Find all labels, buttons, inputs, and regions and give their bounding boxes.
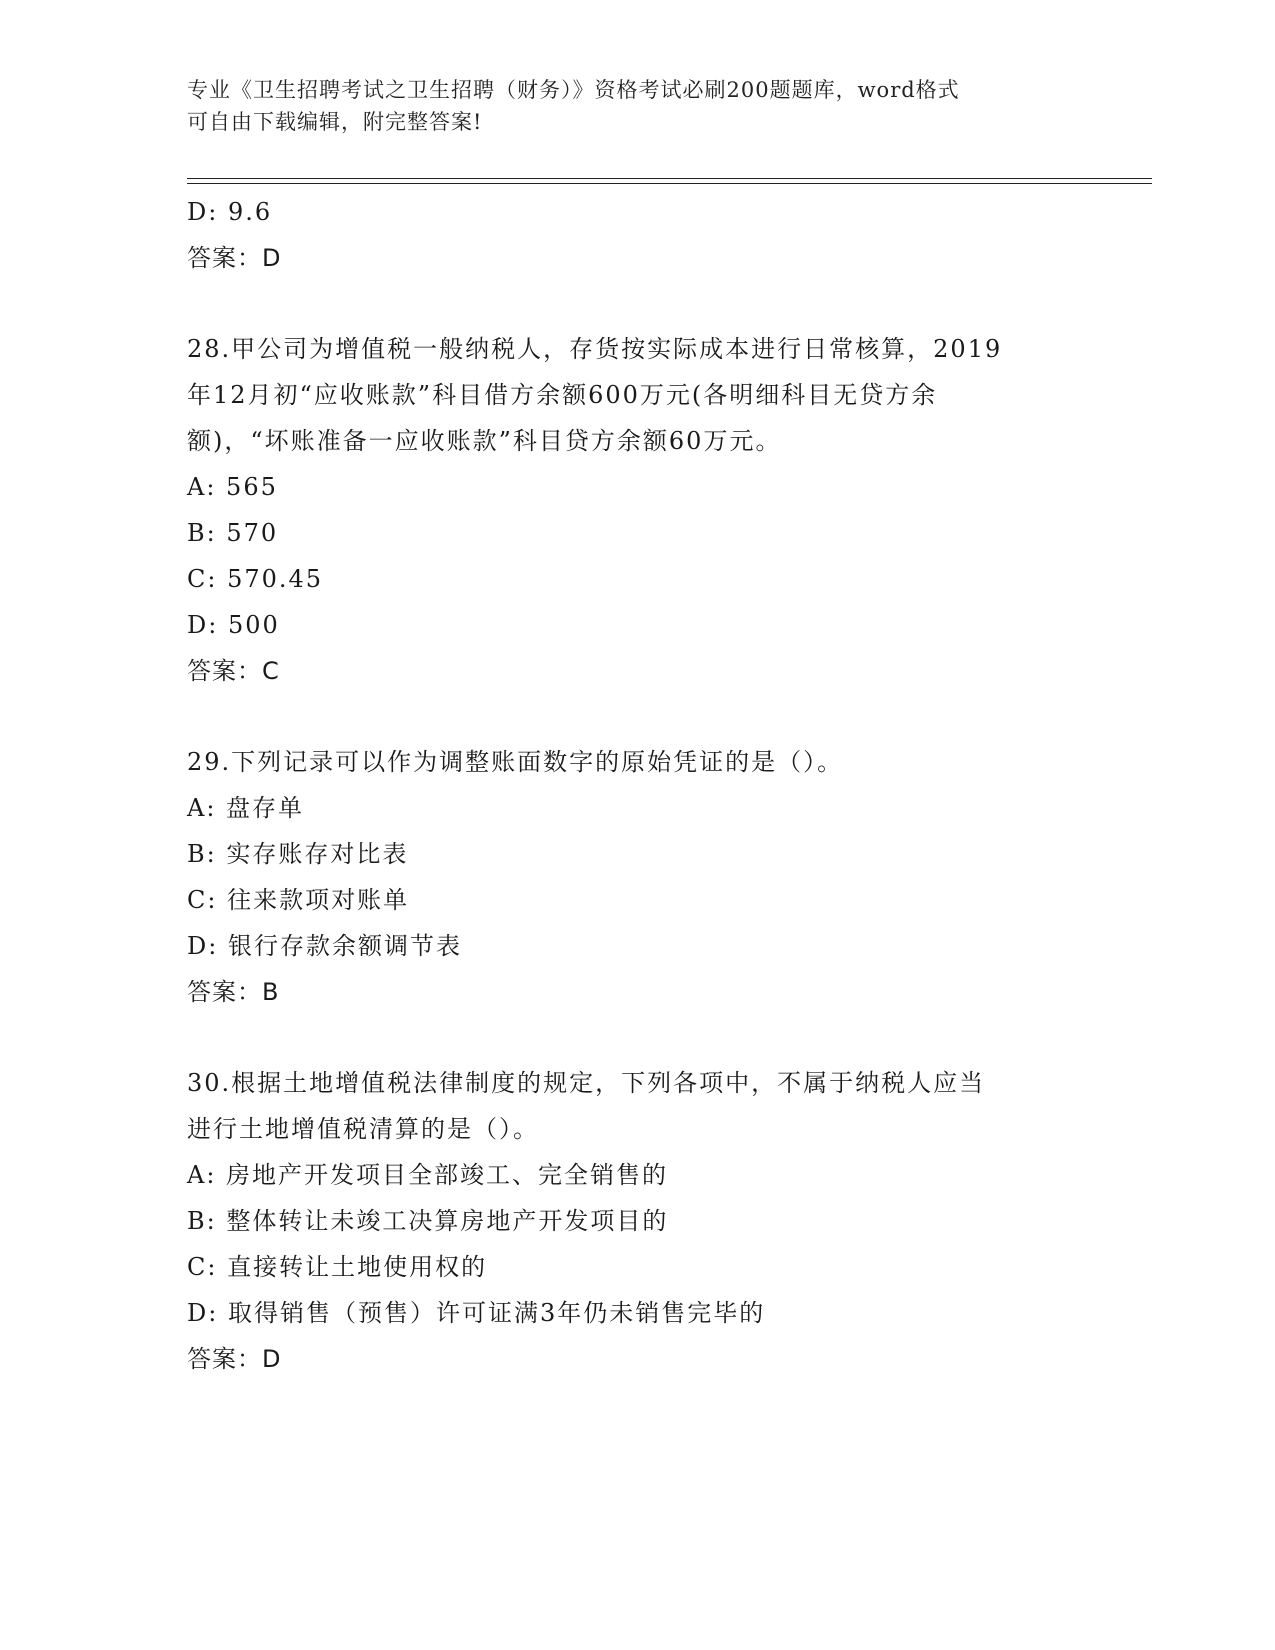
option-c: C: 往来款项对账单 <box>187 886 410 914</box>
answer-line: 答案：B <box>187 978 280 1006</box>
option-c: C: 直接转让土地使用权的 <box>187 1253 488 1281</box>
option-d: D: 银行存款余额调节表 <box>187 932 462 960</box>
question-text-line: 进行土地增值税清算的是（）。 <box>187 1115 539 1143</box>
option-a: A: 盘存单 <box>187 794 305 822</box>
option-b: B: 570 <box>187 519 279 547</box>
answer-line: 答案：D <box>187 1345 282 1373</box>
option-a: A: 房地产开发项目全部竣工、完全销售的 <box>187 1161 669 1189</box>
header-line-2: 可自由下载编辑，附完整答案! <box>187 110 483 134</box>
question-text-line: 28.甲公司为增值税一般纳税人，存货按实际成本进行日常核算，2019 <box>187 335 1003 363</box>
option-a: A: 565 <box>187 473 278 501</box>
answer-line: 答案：C <box>187 657 280 685</box>
question-content <box>187 189 1087 1382</box>
question-text-line: 年12月初“应收账款”科目借方余额600万元(各明细科目无贷方余 <box>187 381 938 409</box>
question-text-line: 30.根据土地增值税法律制度的规定，下列各项中，不属于纳税人应当 <box>187 1069 986 1097</box>
question-text-line: 29.下列记录可以作为调整账面数字的原始凭证的是（）。 <box>187 748 844 776</box>
header-rule-bottom <box>187 183 1152 184</box>
question-30 <box>187 1060 1087 1382</box>
question-28 <box>187 326 1087 694</box>
spacer <box>187 1015 1087 1060</box>
question-text-line: 额)，“坏账准备一应收账款”科目贷方余额60万元。 <box>187 427 782 455</box>
spacer <box>187 281 1087 326</box>
header-rule-top <box>187 178 1152 179</box>
answer-line: 答案：D <box>187 244 282 272</box>
header-line-1: 专业《卫生招聘考试之卫生招聘（财务）》资格考试必刷200题题库，word格式 <box>187 78 960 102</box>
option-d: D: 9.6 <box>187 198 273 226</box>
option-d: D: 500 <box>187 611 280 639</box>
option-b: B: 实存账存对比表 <box>187 840 409 868</box>
question-29 <box>187 739 1087 1015</box>
spacer <box>187 694 1087 739</box>
option-b: B: 整体转让未竣工决算房地产开发项目的 <box>187 1207 669 1235</box>
previous-question-tail <box>187 189 1087 281</box>
option-c: C: 570.45 <box>187 565 324 593</box>
page-header <box>187 74 1067 138</box>
option-d: D: 取得销售（预售）许可证满3年仍未销售完毕的 <box>187 1299 766 1327</box>
